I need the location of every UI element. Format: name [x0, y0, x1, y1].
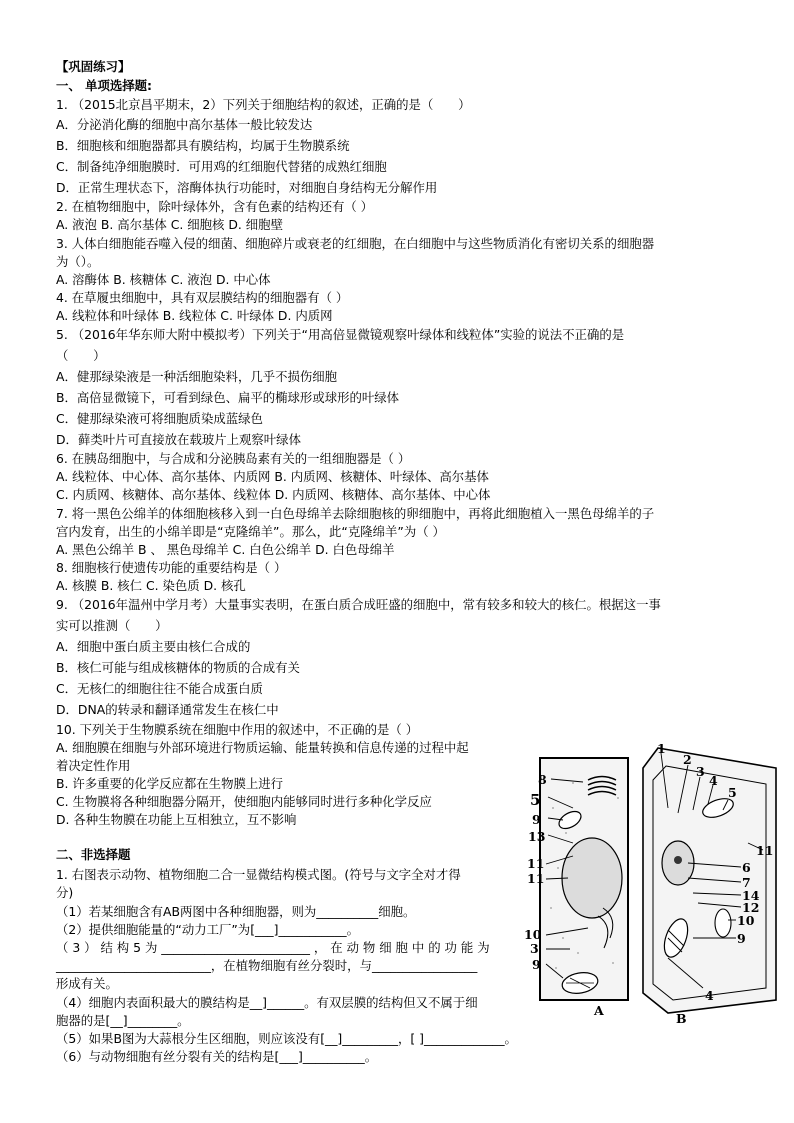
- p1-sub3: （ 3 ） 结 构 5 为 ________________________ ， 在 动 物 细 胞 中 的 功 能 为: [56, 940, 490, 955]
- q10-option-a: A. 细胞膜在细胞与外部环境进行物质运输、能量转换和信息传递的过程中起: [56, 740, 469, 755]
- label-b-12: 12: [742, 900, 760, 915]
- q1-option-d: D．正常生理状态下，溶酶体执行功能时，对细胞自身结构无分解作用: [56, 180, 438, 195]
- p1-sub4-cont: 胞器的是[__]________。: [56, 1013, 190, 1028]
- q1-option-c: C．制备纯净细胞膜时．可用鸡的红细胞代替猪的成熟红细胞: [56, 159, 387, 174]
- q9-option-c: C．无核仁的细胞往往不能合成蛋白质: [56, 681, 263, 696]
- label-b-7: 7: [742, 875, 751, 890]
- label-a-8: 8: [538, 772, 547, 787]
- label-b-6: 6: [742, 860, 751, 875]
- label-a-11-2: 11: [527, 871, 545, 886]
- p1-sub3-cont: _________________________，在植物细胞有丝分裂时，与_________________: [56, 958, 478, 973]
- q10-option-c: C. 生物膜将各种细胞器分隔开，使细胞内能够同时进行多种化学反应: [56, 794, 432, 809]
- label-a-13: 13: [528, 829, 546, 844]
- label-b-5: 5: [728, 785, 737, 800]
- q1-option-a: A．分泌消化酶的细胞中高尔基体一般比较发达: [56, 117, 313, 132]
- q10-stem: 10. 下列关于生物膜系统在细胞中作用的叙述中，不正确的是（ ）: [56, 722, 419, 737]
- q10-option-b: B. 许多重要的化学反应都在生物膜上进行: [56, 776, 284, 791]
- p1-stem-cont: 分): [56, 885, 74, 900]
- p1-sub6: （6）与动物细胞有丝分裂有关的结构是[___]__________。: [56, 1049, 378, 1064]
- caption-a: A: [594, 1003, 604, 1018]
- p1-sub5: （5）如果B图为大蒜根分生区细胞，则应该没有[__]_________，[ ]_____________。: [56, 1031, 517, 1046]
- q10-option-d: D. 各种生物膜在功能上互相独立，互不影响: [56, 812, 297, 827]
- q6-options-cd: C. 内质网、核糖体、高尔基体、线粒体 D. 内质网、核糖体、高尔基体、中心体: [56, 487, 491, 502]
- q2-options: A. 液泡 B. 高尔基体 C. 细胞核 D. 细胞壁: [56, 217, 283, 232]
- label-b-3: 3: [696, 764, 705, 779]
- label-b-1: 1: [657, 741, 666, 756]
- cell-structure-diagram: [518, 738, 780, 1026]
- label-b-4-bottom: 4: [705, 988, 714, 1003]
- q9-option-b: B．核仁可能与组成核糖体的物质的合成有关: [56, 660, 300, 675]
- p1-stem: 1. 右图表示动物、植物细胞二合一显微结构模式图。(符号与文字全对才得: [56, 867, 461, 882]
- q6-stem: 6. 在胰岛细胞中，与合成和分泌胰岛素有关的一组细胞器是（ ）: [56, 451, 411, 466]
- label-b-14: 14: [742, 888, 760, 903]
- q4-options: A. 线粒体和叶绿体 B. 线粒体 C. 叶绿体 D. 内质网: [56, 308, 333, 323]
- q5-option-b: B．高倍显微镜下，可看到绿色、扁平的椭球形或球形的叶绿体: [56, 390, 400, 405]
- p1-sub1: （1）若某细胞含有AB两图中各种细胞器，则为__________细胞。: [56, 904, 416, 919]
- label-b-2: 2: [683, 752, 692, 767]
- q7-options: A. 黑色公绵羊 B 、 黑色母绵羊 C. 白色公绵羊 D. 白色母绵羊: [56, 542, 395, 557]
- q5-blank: （ ）: [56, 348, 106, 363]
- caption-b: B: [676, 1011, 687, 1026]
- q2-stem: 2. 在植物细胞中，除叶绿体外，含有色素的结构还有（ ）: [56, 199, 374, 214]
- q3-stem-cont: 为（）。: [56, 254, 100, 269]
- q9-stem-cont: 实可以推测（ ）: [56, 618, 168, 633]
- q3-options: A. 溶酶体 B. 核糖体 C. 液泡 D. 中心体: [56, 272, 271, 287]
- label-a-10: 10: [524, 927, 542, 942]
- p1-sub4: （4）细胞内表面积最大的膜结构是__]______。有双层膜的结构但又不属于细: [56, 995, 478, 1010]
- label-a-9-2: 9: [532, 957, 541, 972]
- label-b-4: 4: [709, 773, 718, 788]
- section2-title: 二、非选择题: [56, 847, 131, 862]
- p1-sub3-end: 形成有关。: [56, 976, 118, 991]
- p1-sub2: （2）提供细胞能量的“动力工厂”为[___]___________。: [56, 922, 359, 937]
- q9-stem: 9. （2016年温州中学月考）大量事实表明，在蛋白质合成旺盛的细胞中，常有较多和较大的核仁。根据这一事: [56, 597, 661, 612]
- header: 【巩固练习】: [56, 59, 131, 74]
- label-b-9: 9: [737, 931, 746, 946]
- q5-option-d: D．藓类叶片可直接放在载玻片上观察叶绿体: [56, 432, 301, 447]
- label-a-3: 3: [530, 941, 539, 956]
- q9-option-a: A．细胞中蛋白质主要由核仁合成的: [56, 639, 251, 654]
- q5-option-a: A．健那绿染液是一种活细胞染料，几乎不损伤细胞: [56, 369, 338, 384]
- label-a-5: 5: [530, 791, 541, 809]
- q8-stem: 8. 细胞核行使遗传功能的重要结构是（ ）: [56, 560, 287, 575]
- q6-options-ab: A. 线粒体、中心体、高尔基体、内质网 B. 内质网、核糖体、叶绿体、高尔基体: [56, 469, 489, 484]
- q7-stem: 7. 将一黑色公绵羊的体细胞核移入到一白色母绵羊去除细胞核的卵细胞中，再将此细胞植入一黑色母绵羊的子: [56, 506, 655, 521]
- q8-options: A. 核膜 B. 核仁 C. 染色质 D. 核孔: [56, 578, 246, 593]
- q4-stem: 4. 在草履虫细胞中，具有双层膜结构的细胞器有（ ）: [56, 290, 349, 305]
- q10-option-a-cont: 着决定性作用: [56, 758, 131, 773]
- label-b-11: 11: [756, 843, 774, 858]
- q1-option-b: B．细胞核和细胞器都具有膜结构，均属于生物膜系统: [56, 138, 350, 153]
- section1-title: 一、 单项选择题:: [56, 78, 153, 93]
- q3-stem: 3. 人体白细胞能吞噬入侵的细菌、细胞碎片或衰老的红细胞，在白细胞中与这些物质消化有密切关系的细胞器: [56, 236, 655, 251]
- label-a-9: 9: [532, 812, 541, 827]
- label-b-10: 10: [737, 913, 755, 928]
- label-a-11-1: 11: [527, 856, 545, 871]
- q7-stem-cont: 宫内发育，出生的小绵羊即是“克隆绵羊”。那么，此“克隆绵羊”为（ ）: [56, 524, 445, 539]
- q9-option-d: D．DNA的转录和翻译通常发生在核仁中: [56, 702, 279, 717]
- q1-stem: 1. （2015北京昌平期末，2）下列关于细胞结构的叙述，正确的是（ ）: [56, 97, 471, 112]
- q5-option-c: C．健那绿染液可将细胞质染成蓝绿色: [56, 411, 263, 426]
- q5-stem: 5. （2016年华东师大附中模拟考）下列关于“用高倍显微镜观察叶绿体和线粒体”实验的说法不正确的是: [56, 327, 625, 342]
